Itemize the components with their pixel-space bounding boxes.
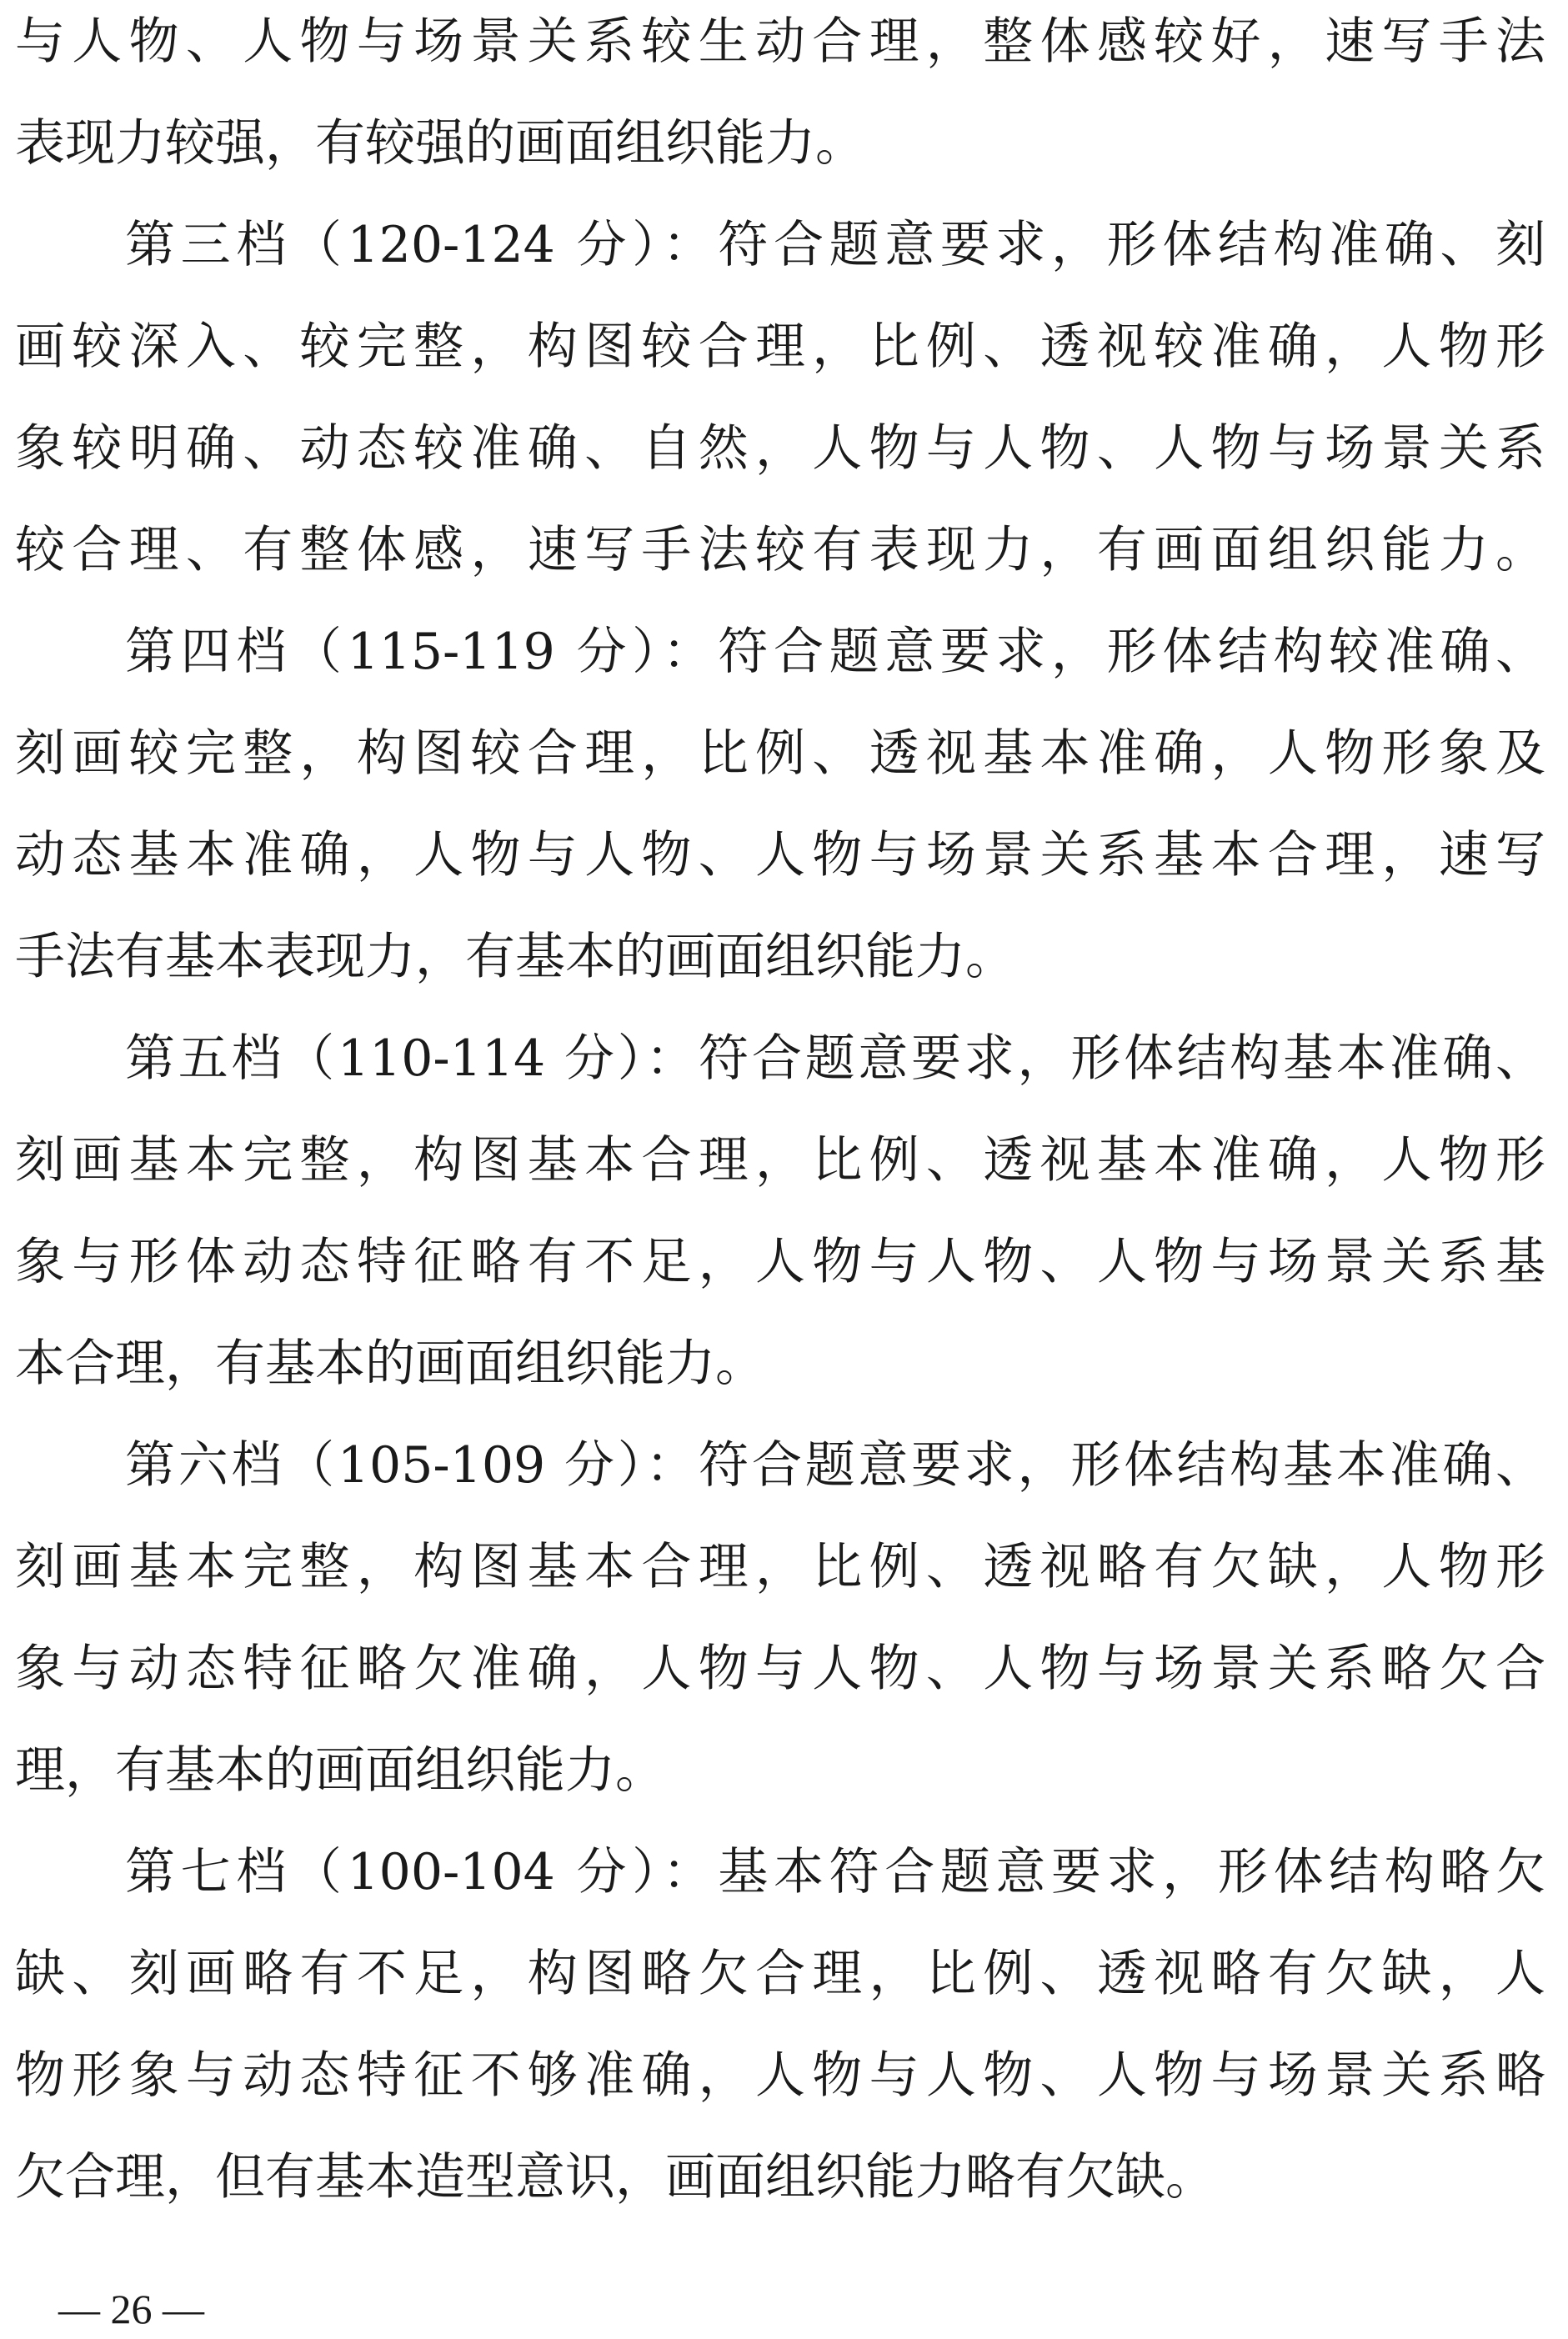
text-line: 刻画较完整，构图较合理，比例、透视基本准确，人物形象及 <box>15 724 1545 783</box>
text-line: 动态基本准确，人物与人物、人物与场景关系基本合理，速写 <box>15 826 1545 884</box>
page-number: — 26 — <box>58 2286 204 2332</box>
text-line: 表现力较强，有较强的画面组织能力。 <box>15 114 865 173</box>
grade-6-heading-line: 第六档（105-109 分）：符合题意要求，形体结构基本准确、 <box>125 1436 1545 1495</box>
grade-3-heading-line: 第三档（120-124 分）：符合题意要求，形体结构准确、刻 <box>125 216 1545 274</box>
text-line: 画较深入、较完整，构图较合理，比例、透视较准确，人物形 <box>15 318 1545 376</box>
text-line: 刻画基本完整，构图基本合理，比例、透视基本准确，人物形 <box>15 1131 1545 1190</box>
text-line: 手法有基本表现力，有基本的画面组织能力。 <box>15 928 1015 986</box>
grade-5-heading-line: 第五档（110-114 分）：符合题意要求，形体结构基本准确、 <box>125 1029 1545 1088</box>
text-line: 本合理，有基本的画面组织能力。 <box>15 1335 765 1393</box>
text-line: 刻画基本完整，构图基本合理，比例、透视略有欠缺，人物形 <box>15 1538 1545 1596</box>
text-line: 缺、刻画略有不足，构图略欠合理，比例、透视略有欠缺，人 <box>15 1945 1545 2003</box>
text-line: 较合理、有整体感，速写手法较有表现力，有画面组织能力。 <box>15 521 1545 579</box>
text-line: 物形象与动态特征不够准确，人物与人物、人物与场景关系略 <box>15 2046 1545 2105</box>
text-line: 象较明确、动态较准确、自然，人物与人物、人物与场景关系 <box>15 419 1545 478</box>
text-line: 象与动态特征略欠准确，人物与人物、人物与场景关系略欠合 <box>15 1640 1545 1698</box>
text-line: 象与形体动态特征略有不足，人物与人物、人物与场景关系基 <box>15 1233 1545 1291</box>
grade-7-heading-line: 第七档（100-104 分）：基本符合题意要求，形体结构略欠 <box>125 1843 1545 1901</box>
text-line: 欠合理，但有基本造型意识，画面组织能力略有欠缺。 <box>15 2148 1215 2206</box>
text-line: 理，有基本的画面组织能力。 <box>15 1741 665 1800</box>
text-line: 与人物、人物与场景关系较生动合理，整体感较好，速写手法 <box>15 13 1545 71</box>
grade-4-heading-line: 第四档（115-119 分）：符合题意要求，形体结构较准确、 <box>125 623 1545 681</box>
